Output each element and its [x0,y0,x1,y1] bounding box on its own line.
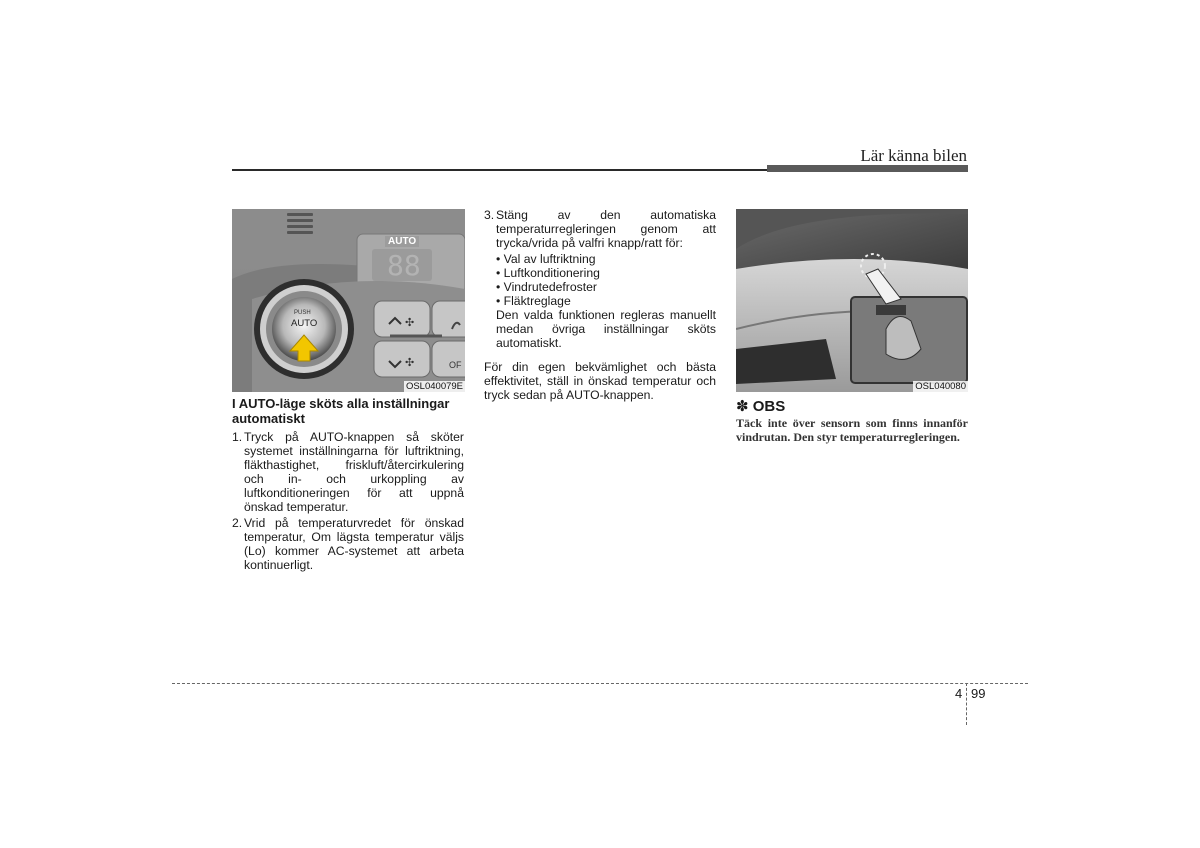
sensor-figure [736,209,968,392]
list-item [484,208,716,250]
obs-heading [736,397,968,415]
bullet-item: • Val av luftriktning [496,252,716,266]
list-item [232,516,464,572]
list-number: 1. [232,430,243,444]
obs-title: OBS [752,398,786,415]
left-column [232,397,464,572]
obs-text: Täck inte över sensorn som finns innanför vindrutan. Den styr temperaturregleringen. [736,416,968,444]
auto-knob-label: AUTO [291,318,318,329]
figure-code: OSL040079E [405,381,463,392]
section-title: Lär känna bilen [860,146,967,165]
bullet-list [496,252,716,308]
climate-panel-illustration [232,209,465,392]
climate-panel-figure [232,209,465,392]
page-number: 99 [971,686,986,701]
footer-rule [172,683,1028,684]
list-text: Tryck på AUTO-knappen så sköter systemet inställningarna för luftriktning, fläkthastighet, friskluft/återcirkulering och in- och urkoppling av luftkonditioneringen för att uppnå önskad temperatur. [244,430,464,514]
header-rule-accent [767,165,968,172]
display-digits: 88 [387,249,421,282]
list-number: 2. [232,516,243,530]
bullet-item: • Vindrutedefroster [496,280,716,294]
header-rule [232,169,767,171]
svg-text:✣: ✣ [405,316,415,329]
chapter-number: 4 [955,686,963,701]
figure-code: OSL040080 [915,381,966,392]
obs-note [736,397,968,444]
middle-column [484,208,716,402]
svg-text:✣: ✣ [405,356,415,369]
display-auto-label: AUTO [385,236,419,247]
off-button-label: OF [449,360,462,370]
list-number: 3. [484,208,495,222]
bullet-item: • Fläktreglage [496,294,716,308]
bullet-item: • Luftkonditionering [496,266,716,280]
footer-divider [966,683,967,725]
sensor-illustration [736,209,968,392]
bullet-followup: Den valda funktionen regleras manuellt medan övriga inställningar sköts automatiskt. [496,308,716,350]
asterisk-icon: ✽ [736,398,749,415]
list-text: Vrid på temperaturvredet för önskad temperatur, Om lägsta temperatur väljs (Lo) kommer AC-systemet att arbeta kontinuerligt. [244,516,464,572]
knob-push-label: PUSH [294,310,311,316]
subheading: I AUTO-läge sköts alla inställningar automatiskt [232,396,450,426]
paragraph: För din egen bekvämlighet och bästa effektivitet, ställ in önskad temperatur och tryck sedan på AUTO-knappen. [484,360,716,402]
list-item [232,430,464,514]
list-text: Stäng av den automatiska temperaturregleringen genom att trycka/vrida på valfri knapp/ratt för: [496,208,716,250]
